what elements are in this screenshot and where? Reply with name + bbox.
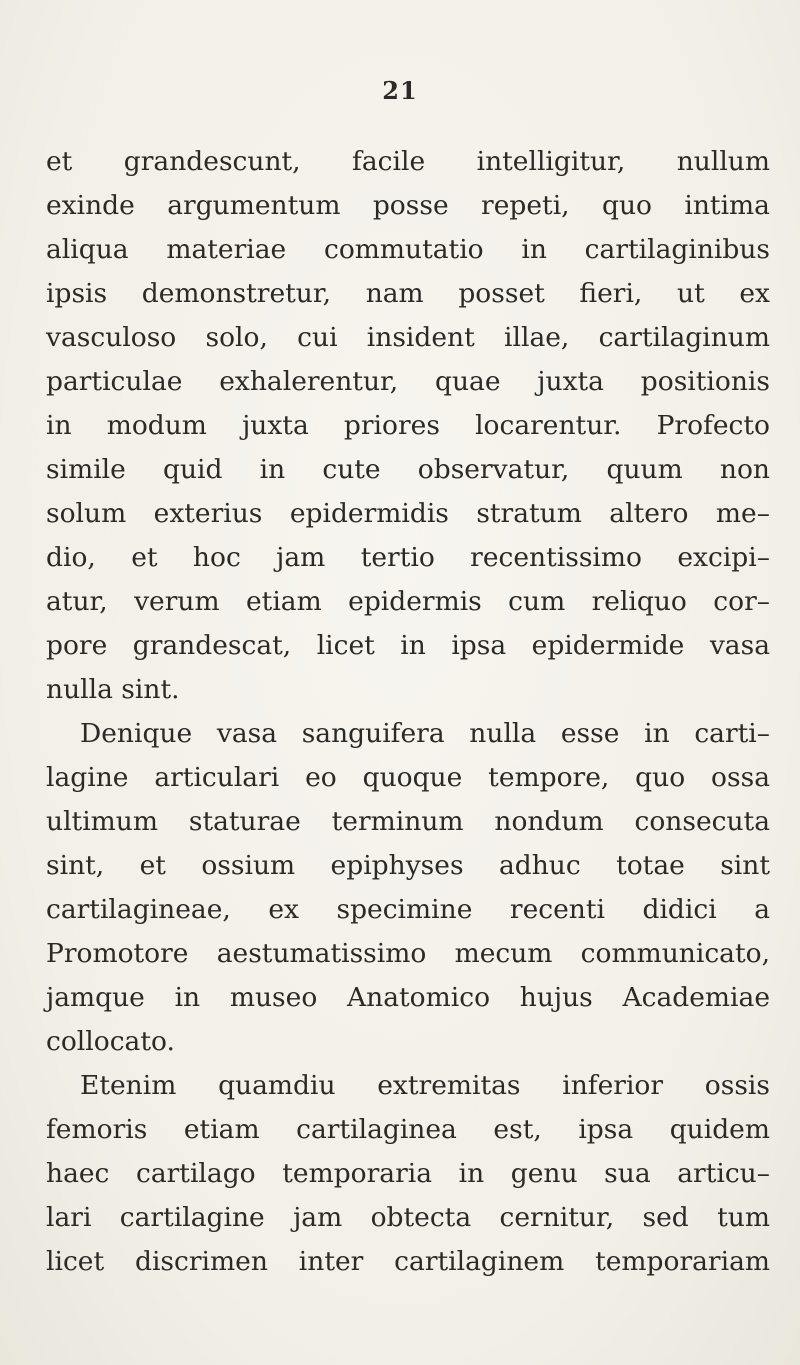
- text-line: sint, et ossium epiphyses adhuc totae sint: [46, 850, 770, 881]
- text-line: lagine articulari eo quoque tempore, quo ossa: [46, 762, 770, 793]
- text-line: vasculoso solo, cui insident illae, cartilaginum: [46, 322, 770, 353]
- text-line: dio, et hoc jam tertio recentissimo excipi–: [46, 542, 770, 573]
- text-line: jamque in museo Anatomico hujus Academiae: [46, 982, 770, 1013]
- text-line: collocato.: [46, 1026, 175, 1057]
- text-line: ipsis demonstretur, nam posset fieri, ut ex: [46, 278, 770, 309]
- paragraph-start-line: Denique vasa sanguifera nulla esse in carti–: [80, 718, 770, 749]
- text-line: simile quid in cute observatur, quum non: [46, 454, 770, 485]
- paragraph-start-line: Etenim quamdiu extremitas inferior ossis: [80, 1070, 770, 1101]
- text-line: ultimum staturae terminum nondum consecuta: [46, 806, 770, 837]
- text-line: haec cartilago temporaria in genu sua articu–: [46, 1158, 770, 1189]
- text-line: cartilagineae, ex specimine recenti didici a: [46, 894, 770, 925]
- text-line: licet discrimen inter cartilaginem temporariam: [46, 1246, 770, 1277]
- text-line: et grandescunt, facile intelligitur, nullum: [46, 146, 770, 177]
- text-line: solum exterius epidermidis stratum altero me–: [46, 498, 770, 529]
- text-line: pore grandescat, licet in ipsa epidermide vasa: [46, 630, 770, 661]
- text-line: Promotore aestumatissimo mecum communicato,: [46, 938, 770, 969]
- text-line: nulla sint.: [46, 674, 180, 705]
- text-line: aliqua materiae commutatio in cartilaginibus: [46, 234, 770, 265]
- text-line: lari cartilagine jam obtecta cernitur, sed tum: [46, 1202, 770, 1233]
- text-line: exinde argumentum posse repeti, quo intima: [46, 190, 770, 221]
- text-line: particulae exhalerentur, quae juxta positionis: [46, 366, 770, 397]
- text-line: atur, verum etiam epidermis cum reliquo cor–: [46, 586, 770, 617]
- text-line: in modum juxta priores locarentur. Profecto: [46, 410, 770, 441]
- text-line: femoris etiam cartilaginea est, ipsa quidem: [46, 1114, 770, 1145]
- page-number: 21: [382, 76, 418, 105]
